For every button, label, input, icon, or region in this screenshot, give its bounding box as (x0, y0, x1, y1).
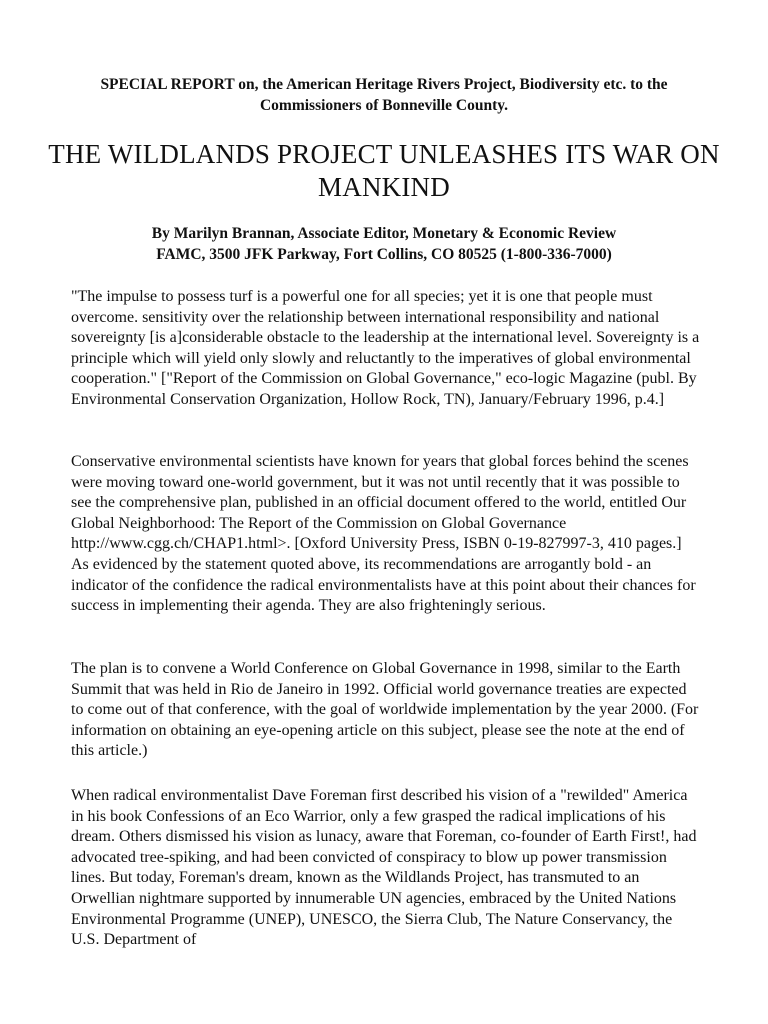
body-paragraph-wildlands-project: When radical environmentalist Dave Foreman first described his vision of a "rewilded" America in his book Confessions of an Eco Warrior, only a few grasped the radical implications of his dream. Others dismissed his vision as lunacy, aware that Foreman, co-founder of Earth First!, had advocated tree-spiking, and had been convicted of conspiracy to blow up power transmission lines. But today, Foreman's dream, known as the Wildlands Project, has transmuted to an Orwellian nightmare supported by innumerable UN agencies, embraced by the United Nations Environmental Programme (UNEP), UNESCO, the Sierra Club, The Nature Conservancy, the U.S. Department of (71, 787, 697, 949)
quote-paragraph: "The impulse to possess turf is a powerful one for all species; yet it is one that people must overcome. sensitivity over the relationship between international responsibility and national sovereignty [is a]considerable obstacle to the leadership at the international level. Sovereignty is a principle which will yield only slowly and reluctantly to the imperatives of global environmental cooperation." ["Report of the Commission on Global Governance," eco-logic Magazine (publ. By Environmental Conservation Organization, Hollow Rock, TN), January/February 1996, p.4.] (71, 288, 700, 408)
byline-address: FAMC, 3500 JFK Parkway, Fort Collins, CO 80525 (1-800-336-7000) (156, 246, 612, 263)
body-paragraph-world-conference: The plan is to convene a World Conference on Global Governance in 1998, similar to the Earth Summit that was held in Rio de Janeiro in 1992. Official world governance treaties are expected to come out of that conference, with the goal of worldwide implementation by the year 2000. (For information on obtaining an eye-opening article on this subject, please see the note at the end of this article.) (71, 660, 699, 760)
byline (60, 223, 708, 265)
byline-author: By Marilyn Brannan, Associate Editor, Monetary & Economic Review (151, 225, 617, 242)
body-paragraph-global-governance: Conservative environmental scientists have known for years that global forces behind the scenes were moving toward one-world government, but it was not until recently that it was possible to see the comprehensive plan, published in an official document offered to the world, entitled Our Global Neighborhood: The Report of the Commission on Global Governance http://www.cgg.ch/CHAP1.html>. [Oxford University Press, ISBN 0-19-827997-3, 410 pages.] As evidenced by the statement quoted above, its recommendations are arrogantly bold - an indicator of the confidence the radical environmentalists have at this point about their chances for success in implementing their agenda. They are also frighteningly serious. (71, 453, 696, 615)
special-report-note: SPECIAL REPORT on, the American Heritage Rivers Project, Biodiversity etc. to the Commissioners of Bonneville County. (100, 76, 668, 114)
page-title: THE WILDLANDS PROJECT UNLEASHES ITS WAR ON MANKIND (48, 139, 720, 202)
